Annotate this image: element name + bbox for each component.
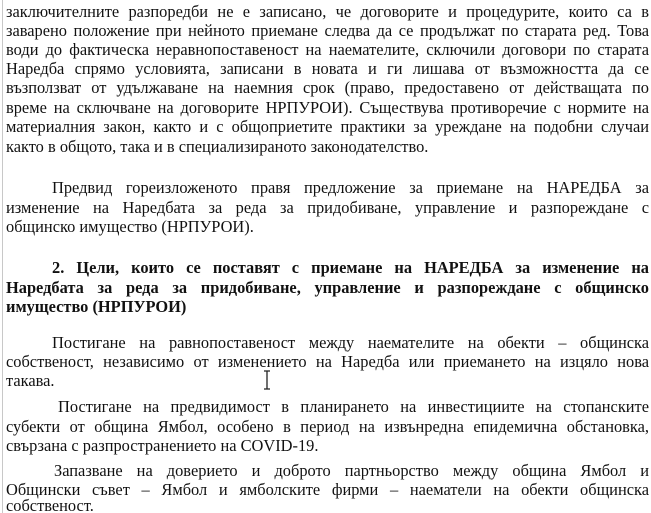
intro-line-7: материалния закон, както и с общоприетите практики за уреждане на подобни случаи [6, 117, 649, 136]
heading-line-1: 2. Цели, които се поставят с приемане на НАРЕДБА за изменение на [52, 258, 649, 277]
proposal-line-2: изменение на Наредбата за реда за придобиване, управление и разпореждане с [6, 198, 649, 217]
heading-line-2: Наредбата за реда за придобиване, управление и разпореждане с общинско [6, 278, 649, 297]
intro-line-3: води до фактическа неравнопоставеност на наемателите, сключили договори по старата [6, 40, 649, 59]
goal-3-line-2: Общински съвет – Ямбол и ямболските фирми – наематели на обекти общинска [6, 480, 649, 499]
goal-3-line-3: собственост. [6, 496, 94, 513]
intro-line-1: заключителните разпоредби не е записано, че договорите и процедурите, които са в [6, 2, 649, 21]
proposal-line-1: Предвид гореизложеното правя предложение за приемане на НАРЕДБА за [52, 178, 649, 197]
intro-line-4: Наредба спрямо условията, записани в новата и ги лишава от възможността да се [6, 59, 649, 78]
heading-line-3: имущество (НРПУРОИ) [6, 297, 187, 316]
intro-line-2: заварено положение при нейното приемане следва да се продължат по старата ред. Това [6, 21, 649, 40]
goal-2-line-3: свързана с разпространението на COVID-19. [6, 436, 319, 455]
goal-1-line-1: Постигане на равнопоставеност между наемателите на обекти – общинска [52, 333, 649, 352]
proposal-line-3: общинско имущество (НРПУРОИ). [6, 217, 254, 236]
goal-1-line-2: собственост, независимо от изменението на Наредба или приемането на изцяло нова [6, 352, 649, 371]
text-cursor-icon [262, 370, 272, 390]
goal-2-line-1: Постигане на предвидимост в планирането на инвестициите на стопанските [58, 397, 649, 416]
intro-line-6: време на сключване на договорите НРПУРОИ). Съществува противоречие с нормите на [6, 98, 649, 117]
goal-3-line-1: Запазване на доверието и доброто партньорство между община Ямбол и [54, 461, 649, 480]
intro-line-8: както в общото, така и в специализираното законодателство. [6, 137, 429, 156]
goal-2-line-2: субекти от община Ямбол, особено в период на извънредна епидемична обстановка, [6, 417, 649, 436]
page-left-edge [2, 0, 3, 513]
intro-line-5: възползват от удължаване на наемния срок (право, предоставено от действащата по [6, 78, 649, 97]
goal-1-line-3: такава. [6, 371, 55, 390]
